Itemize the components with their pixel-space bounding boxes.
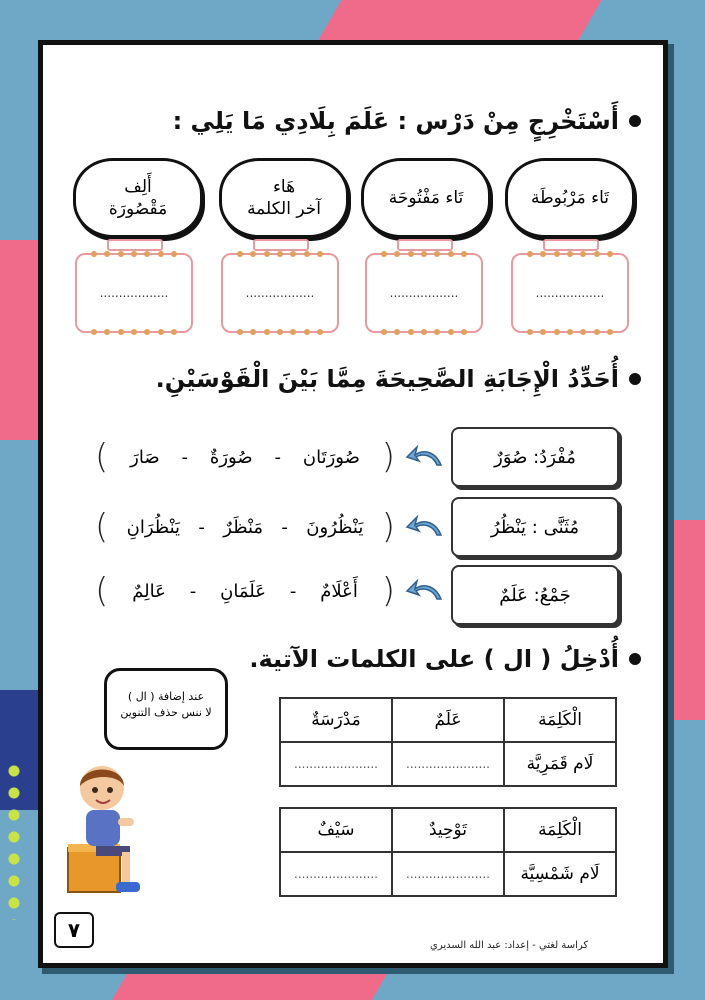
paren-right: ( xyxy=(381,437,395,477)
choice[interactable]: صُورَتَان xyxy=(302,446,360,468)
paren-right: ( xyxy=(381,507,395,547)
table-header-label: الْكَلِمَة xyxy=(504,808,616,852)
answer-cell[interactable]: ...................... xyxy=(392,852,504,896)
question-box-1: مُفْرَدُ: صُوَرٌ xyxy=(451,427,619,487)
bg-dots-green xyxy=(4,760,24,920)
answer-frame-3[interactable]: .................. xyxy=(221,253,339,333)
paren-left: ) xyxy=(95,507,109,547)
bg-stripe-pink-bottom xyxy=(112,972,388,1000)
speech-bubble: عند إضافة ( ال ) لا ننس حذف التنوين xyxy=(104,668,228,750)
cloud-taa-maftuha: تَاء مَفْتُوحَة xyxy=(361,158,491,238)
section2-heading xyxy=(156,365,641,393)
choices-row-1: ( صُورَتَان - صُورَةٌ - صَارَ ) xyxy=(95,437,395,477)
choice[interactable]: عَلَمَانِ xyxy=(220,580,266,602)
choices-row-2: ( يَنْظُرُونَ - مَنْظَرٌ - يَنْظُرَانِ ) xyxy=(95,507,395,547)
section3-title: أُدْخِلُ ( ال ) على الكلمات الآتية. xyxy=(249,645,619,673)
bullet-icon xyxy=(629,115,641,127)
row-label: لَام قَمَرِيَّة xyxy=(504,742,616,786)
page-number: ٧ xyxy=(54,912,94,948)
curved-arrow-icon xyxy=(405,577,445,603)
boy-sitting-illustration xyxy=(60,760,150,900)
bullet-icon xyxy=(629,653,641,665)
curved-arrow-icon xyxy=(405,513,445,539)
section2-title: أُحَدِّدُ الْإِجَابَةِ الصَّحِيحَةَ مِمَّا بَيْنَ الْقَوْسَيْنِ. xyxy=(155,365,619,393)
choice[interactable]: صُورَةٌ xyxy=(209,446,253,468)
section1-title: أَسْتَخْرِجٍ مِنْ دَرْس : عَلَمَ بِلَادِي مَا يَلِي : xyxy=(172,107,619,135)
cloud-taa-marbuta: تَاء مَرْبُوطَة xyxy=(505,158,635,238)
paren-left: ) xyxy=(95,571,109,611)
curved-arrow-icon xyxy=(405,443,445,469)
answer-frame-4[interactable]: .................. xyxy=(75,253,193,333)
word-cell: عَلَمٌ xyxy=(392,698,504,742)
answer-cell[interactable]: ...................... xyxy=(280,852,392,896)
answer-cell[interactable]: ...................... xyxy=(392,742,504,786)
qamariya-table xyxy=(279,697,617,787)
choice[interactable]: صَارَ xyxy=(130,446,160,468)
frame-hanger xyxy=(397,239,453,251)
shamsiya-table xyxy=(279,807,617,897)
cloud-haa: هَاء آخر الكلمة xyxy=(219,158,349,238)
choice[interactable]: مَنْظَرٌ xyxy=(223,516,264,538)
bullet-icon xyxy=(629,373,641,385)
frame-hanger xyxy=(107,239,163,251)
answer-frame-1[interactable]: .................. xyxy=(511,253,629,333)
row-label: لَام شَمْسِيَّة xyxy=(504,852,616,896)
footer-credit: كراسة لغتي - إعداد: عبد الله السديري xyxy=(430,940,589,951)
bg-stripe-pink-top xyxy=(318,0,601,40)
word-cell: سَيْفٌ xyxy=(280,808,392,852)
choice[interactable]: أَعْلَامٌ xyxy=(320,580,358,602)
question-box-3: جَمْعُ: عَلَمٌ xyxy=(451,565,619,625)
paren-right: ( xyxy=(381,571,395,611)
cloud-alif-maqsura: أَلِف مَقْصُورَة xyxy=(73,158,203,238)
frame-hanger xyxy=(543,239,599,251)
question-box-2: مُثَنَّى : يَنْظُرُ xyxy=(451,497,619,557)
choice[interactable]: يَنْظُرَانِ xyxy=(126,516,181,538)
answer-cell[interactable]: ...................... xyxy=(280,742,392,786)
word-cell: تَوْحِيدٌ xyxy=(392,808,504,852)
word-cell: مَدْرَسَةٌ xyxy=(280,698,392,742)
table-header-label: الْكَلِمَة xyxy=(504,698,616,742)
paren-left: ) xyxy=(95,437,109,477)
section1-heading xyxy=(173,107,641,135)
choice[interactable]: عَالِمٌ xyxy=(132,580,166,602)
choices-row-3: ( أَعْلَامٌ - عَلَمَانِ - عَالِمٌ ) xyxy=(95,571,395,611)
frame-hanger xyxy=(253,239,309,251)
bg-stripe-pink-left xyxy=(0,240,40,440)
section3-heading xyxy=(249,645,641,673)
choice[interactable]: يَنْظُرُونَ xyxy=(306,516,364,538)
answer-frame-2[interactable]: .................. xyxy=(365,253,483,333)
bg-stripe-pink-right xyxy=(670,520,705,720)
